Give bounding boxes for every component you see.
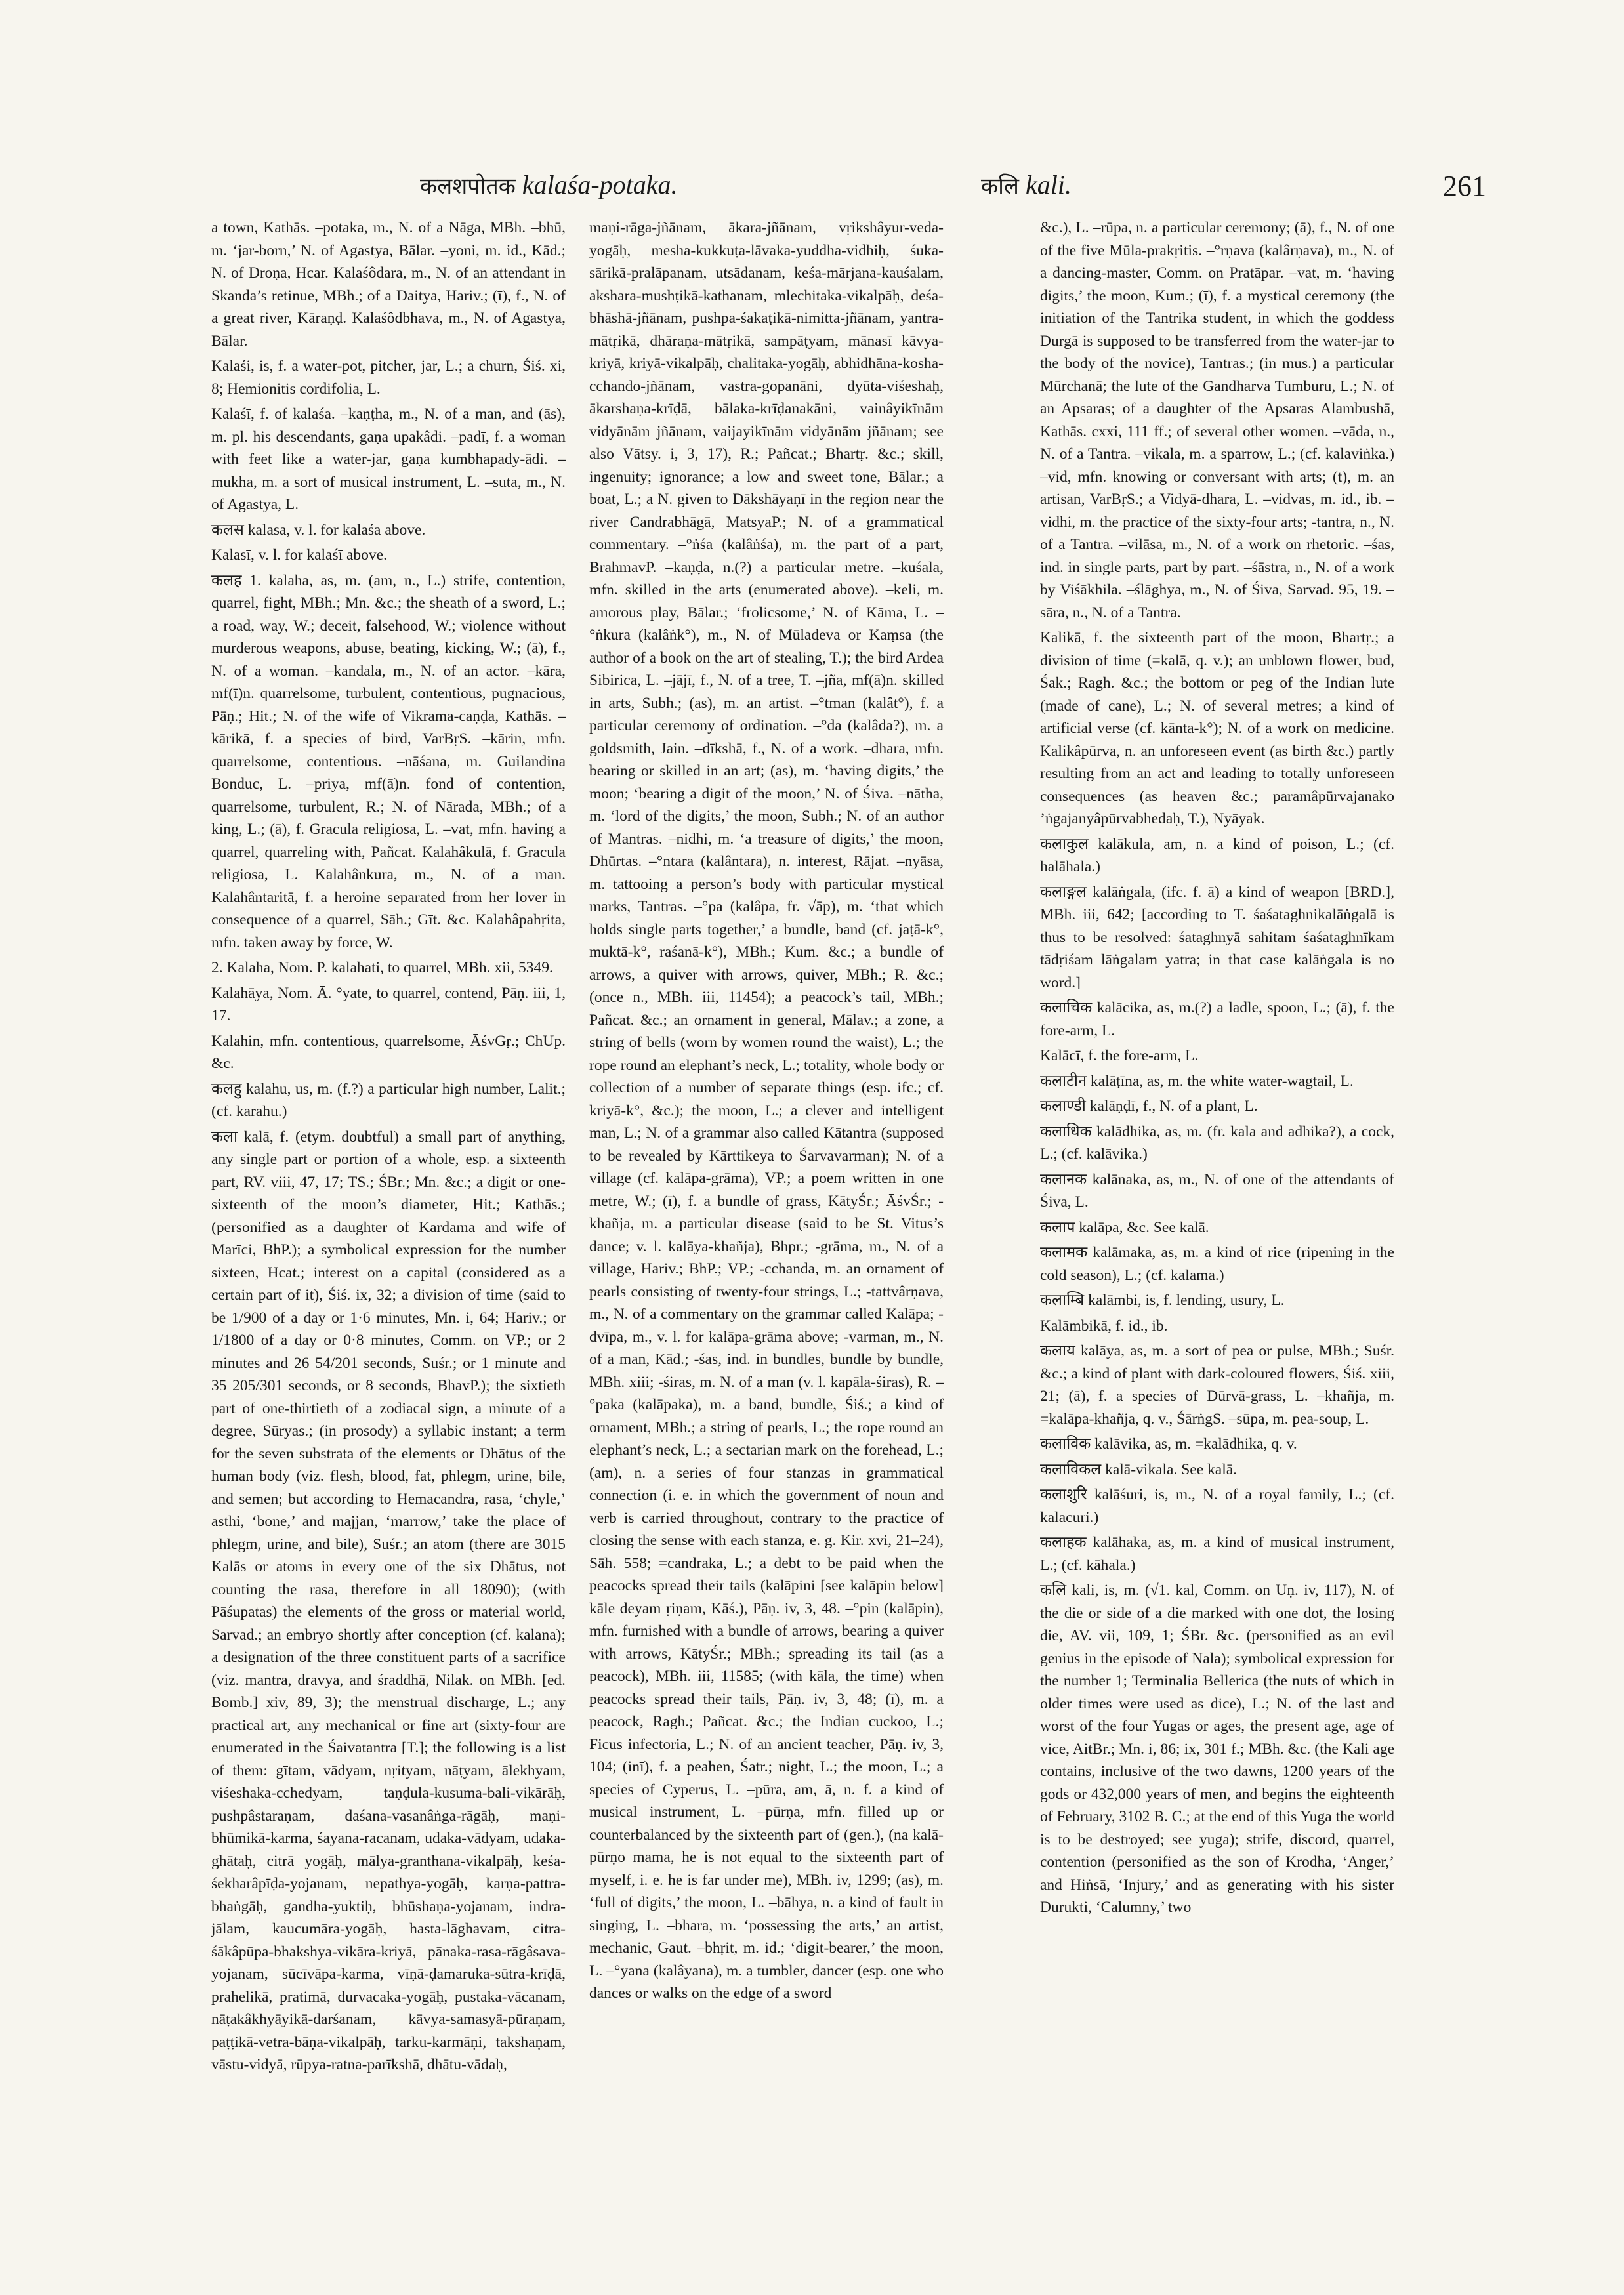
dictionary-entry: कलाम्बि kalāmbi, is, f. lending, usury, L. bbox=[1040, 1292, 1285, 1309]
running-header bbox=[210, 169, 1486, 215]
dictionary-entry: कलाप kalāpa, &c. See kalā. bbox=[1040, 1218, 1209, 1236]
dictionary-entry: Kalahāya, Nom. Ā. °yate, to quarrel, contend, Pāṇ. iii, 1, 17. bbox=[211, 984, 566, 1024]
dictionary-entry: Kalahin, mfn. contentious, quarrelsome, ĀśvGṛ.; ChUp. &c. bbox=[211, 1032, 566, 1072]
header-mid-roman: kali. bbox=[1025, 170, 1072, 199]
dictionary-entry: कलाकुल kalākula, am, n. a kind of poison, L.; (cf. halāhala.) bbox=[1040, 835, 1394, 875]
page-number: 261 bbox=[1443, 170, 1486, 202]
dictionary-entry: कलहु kalahu, us, m. (f.?) a particular high number, Lalit.; (cf. karahu.) bbox=[211, 1080, 566, 1120]
dictionary-entry: कलाङ्गल kalāṅgala, (ifc. f. ā) a kind of weapon [BRD.], MBh. iii, 642; [according to T. śaśataghnikalāṅgalā is thus to be resolved: śataghnyā sahitam śaśataghnīkam tādṛiśam lāṅgalam yatra; in that case kalāṅgala is no word.] bbox=[1040, 883, 1394, 991]
header-left-devanagari: कलशपोतक bbox=[420, 173, 516, 199]
column-2 bbox=[589, 217, 944, 2250]
dictionary-entry: कलामक kalāmaka, as, m. a kind of rice (ripening in the cold season), L.; (cf. kalama.) bbox=[1040, 1244, 1394, 1284]
dictionary-entry: कलाटीन kalāṭīna, as, m. the white water-wagtail, L. bbox=[1040, 1072, 1354, 1090]
dictionary-entry: कलाशुरि kalāśuri, is, m., N. of a royal family, L.; (cf. kalacuri.) bbox=[1040, 1486, 1394, 1526]
dictionary-entry: Kalaśī, f. of kalaśa. –kaṇṭha, m., N. of a man, and (ās), m. pl. his descendants, gaṇa upakâdi. –padī, f. a woman with feet like a water-jar, gaṇa kumbhapady-ādi. –mukha, m. a sort of musical instrument, L. –suta, m., N. of Agastya, L. bbox=[211, 405, 566, 513]
dictionary-entry: कला kalā, f. (etym. doubtful) a small part of anything, any single part or portion of a whole, esp. a sixteenth part, RV. viii, 47, 17; TS.; ŚBr.; Mn. &c.; a digit or one-sixteenth of the moon’s diameter, Hit.; Kathās.; (personified as a daughter of Kardama and wife of Marīci, BhP.); a symbolical expression for the number sixteen, Hcat.; interest on a capital (considered as a certain part of it), Śiś. ix, 32; a division of time (said to be 1/900 of a day or 1·6 minutes, Mn. i, 64; Hariv.; or 1/1800 of a day or 0·8 minutes, Comm. on VP.; or 2 minutes and 26 54/201 seconds, Suśr.; or 1 minute and 35 205/301 seconds, or 8 seconds, BhavP.); the sixtieth part of one-thirtieth of a zodiacal sign, a minute of a degree, Sūryas.; (in prosody) a syllabic instant; a term for the seven substrata of the elements or Dhātus of the human body (viz. flesh, blood, fat, phlegm, urine, bile, and semen; but according to Hemacandra, rasa, ‘chyle,’ asthi, ‘bone,’ and majjan, ‘marrow,’ take the place of phlegm, urine, and bile), Suśr.; an atom (there are 3015 Kalās or atoms in every one of the six Dhātus, not counting the rasa, therefore in all 18090); (with Pāśupatas) the elements of the gross or material world, Sarvad.; an embryo shortly after conception (cf. kalana); a designation of the three constituent parts of a sacrifice (viz. mantra, dravya, and śraddhā, Nilak. on MBh. [ed. Bomb.] xiv, 89, 3); the menstrual discharge, L.; any practical art, any mechanical or fine art (sixty-four are enumerated in the Śaivatantra [T.]; the following is a list of them: gītam, vādyam, nṛityam, nāṭyam, ālekhyam, viśeshaka-cchedyam, taṇḍula-kusuma-bali-vikārāḥ, pushpâstaraṇam, daśana-vasanâṅga-rāgāḥ, maṇi-bhūmikā-karma, śayana-racanam, udaka-vādyam, udaka-ghātaḥ, citrā yogāḥ, mālya-granthana-vikalpāḥ, keśa-śekharâpīḍa-yojanam, nepathya-yogāḥ, karṇa-pattra-bhaṅgāḥ, gandha-yuktiḥ, bhūshaṇa-yojanam, indra-jālam, kaucumāra-yogāḥ, hasta-lāghavam, citra-śākâpūpa-bhakshya-vikāra-kriyā, pānaka-rasa-rāgâsava-yojanam, sūcīvāpa-karma, vīṇā-ḍamaruka-sūtra-krīḍā, prahelikā, pratimā, durvacaka-yogāḥ, pustaka-vācanam, nāṭakâkhyāyikā-darśanam, kāvya-samasyā-pūraṇam, paṭṭikā-vetra-bāṇa-vikalpāḥ, tarku-karmāṇi, takshaṇam, vāstu-vidyā, rūpya-ratna-parīkshā, dhātu-vādaḥ, bbox=[211, 1128, 566, 2073]
dictionary-entry: Kalikā, f. the sixteenth part of the moon, Bhartṛ.; a division of time (=kalā, q. v.); an unblown flower, bud, Śak.; Ragh. &c.; the bottom or peg of the Indian lute (made of cane), L.; N. of several metres; a kind of artificial verse (cf. kānta-k°); N. of a work on medicine. Kalikâpūrva, n. an unforeseen event (as birth &c.) partly resulting from an act and leading to totally unforeseen consequences (as heaven &c.; paramâpūrvajanako ’ṅgajanyâpūrvabhedaḥ, T.), Nyāyak. bbox=[1040, 629, 1394, 827]
dictionary-entry: Kalaśi, is, f. a water-pot, pitcher, jar, L.; a churn, Śiś. xi, 8; Hemionitis cordifolia, L. bbox=[211, 358, 566, 398]
dictionary-entry: कलस kalasa, v. l. for kalaśa above. bbox=[211, 521, 426, 539]
dictionary-entry: कलानक kalānaka, as, m., N. of one of the attendants of Śiva, L. bbox=[1040, 1170, 1394, 1210]
dictionary-entry: कलाहक kalāhaka, as, m. a kind of musical instrument, L.; (cf. kāhala.) bbox=[1040, 1534, 1394, 1574]
column-3 bbox=[1040, 217, 1394, 2250]
dictionary-entry: a town, Kathās. –potaka, m., N. of a Nāga, MBh. –bhū, m. ‘jar-born,’ N. of Agastya, Bālar. –yoni, m. id., Kād.; N. of Droṇa, Hcar. Kalaśôdara, m., N. of an attendant in Skanda’s retinue, MBh.; of a Daitya, Hariv.; (ī), f., N. of a great river, Kāraṇḍ. Kalaśôdbhava, m., N. of Agastya, Bālar. bbox=[211, 219, 566, 350]
header-mid-devanagari: कलि bbox=[981, 173, 1019, 199]
header-left-roman: kalaśa-potaka. bbox=[522, 170, 678, 199]
dictionary-entry: Kalāmbikā, f. id., ib. bbox=[1040, 1317, 1168, 1334]
header-mid-headword bbox=[981, 169, 1072, 200]
dictionary-entry: 2. Kalaha, Nom. P. kalahati, to quarrel, MBh. xii, 5349. bbox=[211, 959, 553, 976]
column-1 bbox=[211, 217, 566, 2250]
dictionary-entry: &c.), L. –rūpa, n. a particular ceremony; (ā), f., N. of one of the five Mūla-prakṛitis. –°rṇava (kalârṇava), m., N. of a dancing-master, Comm. on Pratāpar. –vat, m. ‘having digits,’ the moon, Kum.; (ī), f. a mystical ceremony (the initiation of the Tantrika student, in which the goddess Durgā is supposed to be transferred from the water-jar to the body of the novice), Tantras.; (in mus.) a particular Mūrchanā; the lute of the Gandharva Tumburu, L.; N. of an Apsaras; of a daughter of the Apsaras Alambushā, Kathās. cxxi, 111 ff.; of several other women. –vāda, n., N. of a Tantra. –vikala, m. a sparrow, L.; (cf. kalaviṅka.) –vid, mfn. knowing or conversant with arts; (t), m. an artisan, VarBṛS.; a Vidyā-dhara, L. –vidvas, m. id., ib. –vidhi, m. the practice of the sixty-four arts; -tantra, n., N. of a Tantra. –vilāsa, m., N. of a work on rhetoric. –śas, ind. in single parts, part by part. –śāstra, n., N. of a work by Viśākhila. –ślāghya, m., N. of Śiva, Sarvad. 95, 19. –sāra, n., N. of a Tantra. bbox=[1040, 219, 1394, 621]
dictionary-entry: कलि kali, is, m. (√1. kal, Comm. on Uṇ. iv, 117), N. of the die or side of a die marked with one dot, the losing die, AV. vii, 109, 1; ŚBr. &c. (personified as an evil genius in the episode of Nala); symbolical expression for the number 1; Terminalia Bellerica (the nuts of which in older times were used as dice), L.; N. of the last and worst of the four Yugas or ages, the present age, age of vice, AitBr.; Mn. i, 86; ix, 301 f.; MBh. &c. (the Kali age contains, inclusive of the two dawns, 1200 years of the gods or 432,000 years of men, and begins the eighteenth of February, 3102 B. C.; at the end of this Yuga the world is to be destroyed; see yuga); strife, discord, quarrel, contention (personified as the son of Krodha, ‘Anger,’ and Hiṅsā, ‘Injury,’ and as generating with his sister Durukti, ‘Calumny,’ two bbox=[1040, 1582, 1394, 1916]
header-left-headword bbox=[420, 169, 678, 200]
dictionary-entry: कलाय kalāya, as, m. a sort of pea or pulse, MBh.; Suśr. &c.; a kind of plant with dark-coloured flowers, Śiś. xiii, 21; (ā), f. a species of Dūrvā-grass, L. –khañja, m. =kalāpa-khañja, q. v., ŚārṅgS. –sūpa, m. pea-soup, L. bbox=[1040, 1342, 1394, 1428]
dictionary-entry: कलाचिक kalācika, as, m.(?) a ladle, spoon, L.; (ā), f. the fore-arm, L. bbox=[1040, 999, 1394, 1039]
dictionary-entry: Kalācī, f. the fore-arm, L. bbox=[1040, 1047, 1199, 1064]
dictionary-entry: Kalasī, v. l. for kalaśī above. bbox=[211, 547, 387, 564]
dictionary-entry: कलाविकल kalā-vikala. See kalā. bbox=[1040, 1460, 1238, 1478]
dictionary-entry: कलाधिक kalādhika, as, m. (fr. kala and adhika?), a cock, L.; (cf. kalāvika.) bbox=[1040, 1123, 1394, 1163]
dictionary-entry: कलाण्डी kalāṇḍī, f., N. of a plant, L. bbox=[1040, 1098, 1258, 1115]
dictionary-entry: कलह 1. kalaha, as, m. (am, n., L.) strife, contention, quarrel, fight, MBh.; Mn. &c.; the sheath of a sword, L.; a road, way, W.; deceit, falsehood, W.; violence without murderous weapons, abuse, beating, kicking, W.; (ā), f., N. of a woman. –kandala, m., N. of an actor. –kāra, mf(ī)n. quarrelsome, turbulent, contentious, pugnacious, Pāṇ.; Hit.; N. of the wife of Vikrama-caṇḍa, Kathās. –kārikā, f. a species of bird, VarBṛS. –kārin, mfn. quarrelsome, contentious. –nāśana, m. Guilandina Bonduc, L. –priya, mf(ā)n. fond of contention, quarrelsome, turbulent, R.; N. of Nārada, MBh.; of a king, L.; (ā), f. Gracula religiosa, L. –vat, mfn. having a quarrel, quarreling with, Pañcat. Kalahâkulā, f. Gracula religiosa, L. Kalahânkura, m., N. of a man. Kalahântaritā, f. a heroine separated from her lover in consequence of a quarrel, Sāh.; Gīt. &c. Kalahâpahṛita, mfn. taken away by force, W. bbox=[211, 571, 566, 951]
dictionary-entry: maṇi-rāga-jñānam, ākara-jñānam, vṛikshâyur-veda-yogāḥ, mesha-kukkuṭa-lāvaka-yuddha-vidhiḥ, śuka-sārikā-pralāpanam, utsādanam, keśa-mārjana-kauśalam, akshara-mushṭikā-kathanam, mlechitaka-vikalpāḥ, deśa-bhāshā-jñānam, pushpa-śakaṭikā-nimitta-jñānam, yantra-mātṛikā, dhāraṇa-mātṛikā, sampāṭyam, mānasī kāvya-kriyā, kriyā-vikalpāḥ, chalitaka-yogāḥ, abhidhāna-kosha-cchando-jñānam, vastra-gopanāni, dyūta-viśeshaḥ, ākarshaṇa-krīḍā, bālaka-krīḍanakāni, vainâyikīnām vidyānām jñānam, vaijayikīnām vidyānām jñānam; see also Vātsy. i, 3, 17), R.; Pañcat.; Bhartṛ. &c.; skill, ingenuity; ignorance; a low and sweet tone, Bālar.; a boat, L.; a N. given to Dākshāyaṇī in the region near the river Candrabhāgā, MatsyaP.; N. of a grammatical commentary. –°ṅśa (kalâṅśa), m. the part of a part, BrahmavP. –kaṇḍa, n.(?) a particular metre. –kuśala, mfn. skilled in the arts (enumerated above). –keli, m. amorous play, Bālar.; ‘frolicsome,’ N. of Kāma, L. –°ṅkura (kalâṅk°), m., N. of Mūladeva or Kaṃsa (the author of a book on the art of stealing, T.); the bird Ardea Sibirica, L. –jājī, f., N. of a tree, T. –jña, mf(ā)n. skilled in arts, Subh.; (as), m. an artist. –°tman (kalât°), f. a particular ceremony of ordination. –°da (kalâda?), m. a goldsmith, Jain. –dīkshā, f., N. of a work. –dhara, mfn. bearing or skilled in an art; (as), m. ‘having digits,’ the moon; ‘bearing a digit of the moon,’ N. of Śiva. –nātha, m. ‘lord of the digits,’ the moon, Subh.; N. of an author of Mantras. –nidhi, m. ‘a treasure of digits,’ the moon, Dhūrtas. –°ntara (kalântara), n. interest, Rājat. –nyāsa, m. tattooing a person’s body with particular mystical marks, Tantras. –°pa (kalâpa, fr. √āp), m. ‘that which holds single parts together,’ a bundle, band (cf. jaṭā-k°, muktā-k°, raśanā-k°), MBh.; Kum. &c.; a bundle of arrows, a quiver with arrows, quiver, MBh.; R. &c.; (once n., MBh. iii, 11454); a peacock’s tail, MBh.; Pañcat. &c.; an ornament in general, Mālav.; a zone, a string of bells (worn by women round the waist), L.; the rope round an elephant’s neck, L.; totality, whole body or collection of a number of separate things (esp. ifc.; cf. kriyā-k°, &c.); the moon, L.; a clever and intelligent man, L.; N. of a grammar also called Kātantra (supposed to be revealed by Kārttikeya to Śarvavarman); N. of a village (cf. kalāpa-grāma), VP.; a poem written in one metre, W.; (ī), f. a bundle of grass, KātyŚr.; ĀśvŚr.; -khañja, m. a particular disease (said to be St. Vitus’s dance; v. l. kalāya-khañja), Bhpr.; -grāma, m., N. of a village, Hariv.; BhP.; VP.; -cchanda, m. an ornament of pearls consisting of twenty-four strings, L.; -tattvârṇava, m., N. of a commentary on the grammar called Kalāpa; -dvīpa, m., v. l. for kalāpa-grāma above; -varman, m., N. of a man, Kād.; -śas, ind. in bundles, bundle by bundle, MBh. xiii; -śiras, m. N. of a man (v. l. kapāla-śiras), R. –°paka (kalāpaka), m. a band, bundle, Śiś.; a kind of ornament, MBh.; a string of pearls, L.; the rope round an elephant’s neck, L.; a sectarian mark on the forehead, L.; (am), n. a series of four stanzas in grammatical connection (i. e. in which the government of noun and verb is carried throughout, contrary to the practice of closing the sense with each stanza, e. g. Kir. xvi, 21–24), Sāh. 558; =candraka, L.; a debt to be paid when the peacocks spread their tails (kalāpini [see kalāpin below] kāle deyam ṛiṇam, Kāś.), Pāṇ. iv, 3, 48. –°pin (kalāpin), mfn. furnished with a bundle of arrows, bearing a quiver with arrows, KātyŚr.; MBh.; spreading its tail (as a peacock), MBh. iii, 11585; (with kāla, the time) when peacocks spread their tails, Pāṇ. iv, 3, 48; (ī), m. a peacock, Ragh.; Pañcat. &c.; the Indian cuckoo, L.; Ficus infectoria, L.; N. of an ancient teacher, Pāṇ. iv, 3, 104; (inī), f. a peahen, Śatr.; night, L.; the moon, L.; a species of Cyperus, L. –pūra, am, ā, n. f. a kind of musical instrument, L. –pūrṇa, mfn. filled up or counterbalanced by the sixteenth part of (gen.), (na kalā-pūrṇo mama, he is not equal to the sixteenth part of myself, i. e. he is far under me), MBh. iv, 1299; (as), m. ‘full of digits,’ the moon, L. –bāhya, n. a kind of fault in singing, L. –bhara, m. ‘possessing the arts,’ an artist, mechanic, Gaut. –bhṛit, m. id.; ‘digit-bearer,’ the moon, L. –°yana (kalâyana), m. a tumbler, dancer (esp. one who dances or walks on the edge of a sword bbox=[589, 219, 944, 2002]
dictionary-entry: कलाविक kalāvika, as, m. =kalādhika, q. v. bbox=[1040, 1436, 1297, 1453]
